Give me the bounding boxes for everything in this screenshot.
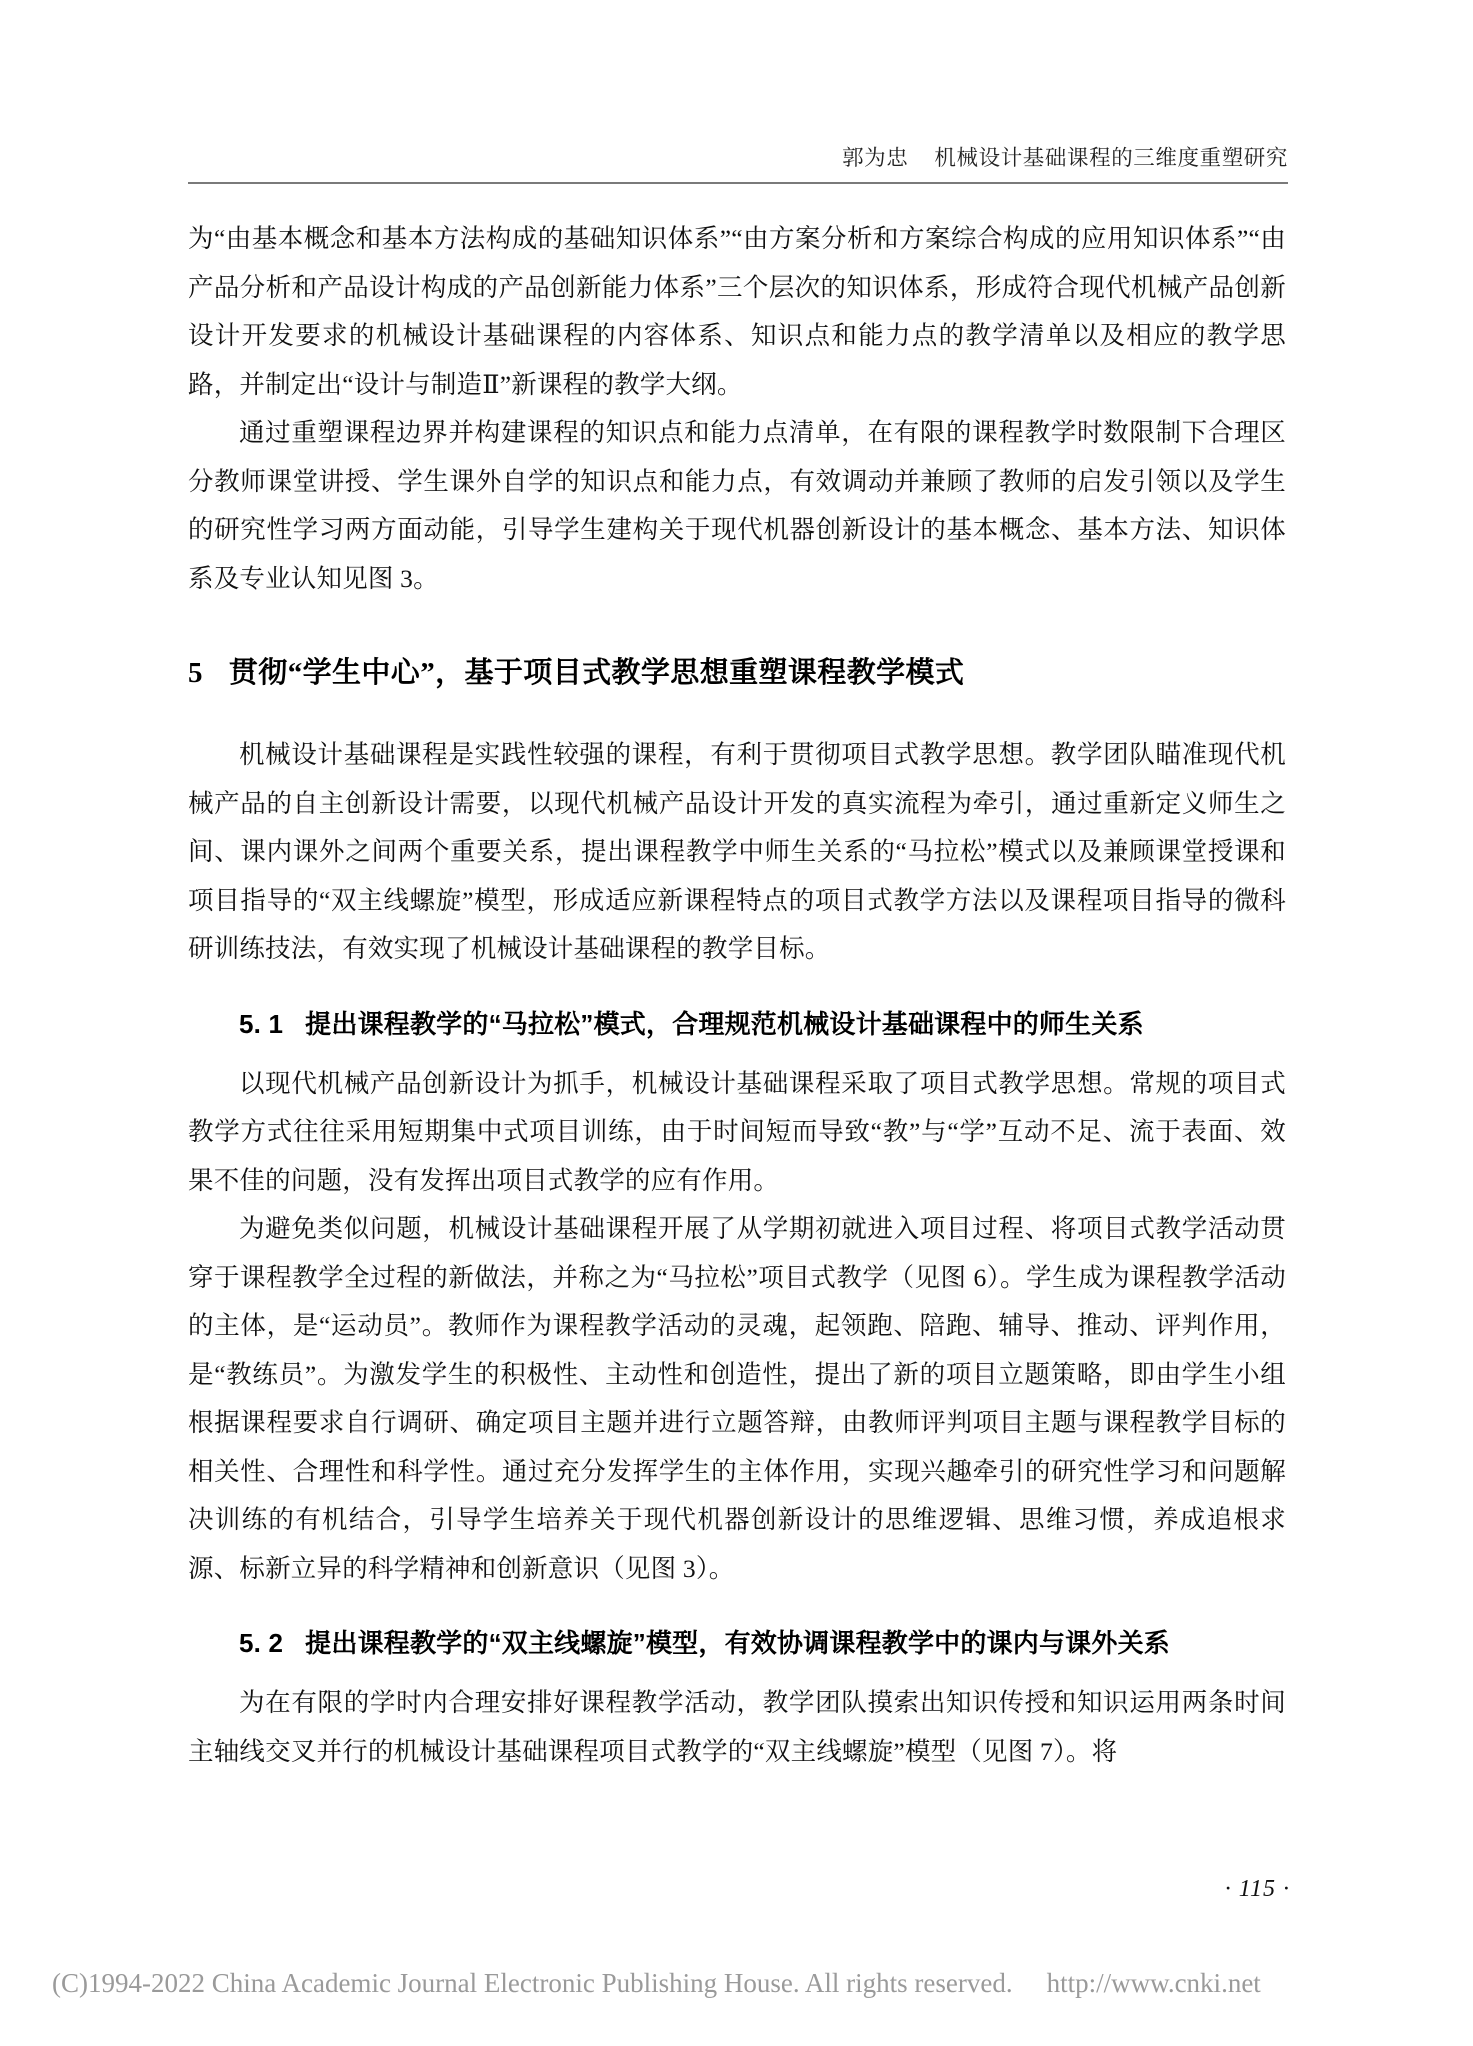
running-head-author: 郭为忠	[842, 146, 909, 170]
running-head	[188, 141, 1288, 172]
spacer	[188, 1048, 1286, 1060]
spacer	[188, 696, 1286, 731]
paragraph-5: 为避免类似问题，机械设计基础课程开展了从学期初就进入项目过程、将项目式教学活动贯穿于课程教学全过程的新做法，并称之为“马拉松”项目式教学（见图 6）。学生成为课程教学活动的主体，是“运动员”。教师作为课程教学活动的灵魂，起领跑、陪跑、辅导、推动、评判作用，是“教练员”。为激发学生的积极性、主动性和创造性，提出了新的项目立题策略，即由学生小组根据课程要求自行调研、确定项目主题并进行立题答辩，由教师评判项目主题与课程教学目标的相关性、合理性和科学性。通过充分发挥学生的主体作用，实现兴趣牵引的研究性学习和问题解决训练的有机结合，引导学生培养关于现代机器创新设计的思维逻辑、思维习惯，养成追根求源、标新立异的科学精神和创新意识（见图 3）。	[188, 1214, 1286, 1583]
body-column	[188, 215, 1286, 1776]
spacer	[188, 1593, 1286, 1619]
section-heading-5	[188, 650, 1286, 696]
subsection-title-5-1: 提出课程教学的“马拉松”模式，合理规范机械设计基础课程中的师生关系	[305, 1008, 1144, 1039]
paragraph-1: 为“由基本概念和基本方法构成的基础知识体系”“由方案分析和方案综合构成的应用知识体系”“由产品分析和产品设计构成的产品创新能力体系”三个层次的知识体系，形成符合现代机械产品创新设计开发要求的机械设计基础课程的内容体系、知识点和能力点的教学清单以及相应的教学思路，并制定出“设计与制造Ⅱ”新课程的教学大纲。	[188, 224, 1286, 399]
footer-url: http://www.cnki.net	[1046, 1968, 1261, 1998]
subsection-heading-5-2	[188, 1619, 1286, 1667]
subsection-number-5-1: 5. 1	[239, 1008, 284, 1039]
paragraph-6: 为在有限的学时内合理安排好课程教学活动，教学团队摸索出知识传授和知识运用两条时间主轴线交叉并行的机械设计基础课程项目式教学的“双主线螺旋”模型（见图 7）。将	[188, 1688, 1286, 1766]
subsection-heading-5-1	[188, 1000, 1286, 1048]
subsection-number-5-2: 5. 2	[239, 1628, 284, 1658]
spacer	[188, 974, 1286, 1000]
header-rule	[188, 182, 1288, 184]
spacer	[188, 1667, 1286, 1679]
paragraph-4: 以现代机械产品创新设计为抓手，机械设计基础课程采取了项目式教学思想。常规的项目式教学方式往往采用短期集中式项目训练，由于时间短而导致“教”与“学”互动不足、流于表面、效果不佳的问题，没有发挥出项目式教学的应有作用。	[188, 1068, 1286, 1195]
footer-copyright: (C)1994-2022 China Academic Journal Electronic Publishing House. All rights reserved.	[52, 1968, 1013, 1998]
page-number: · 115 ·	[1224, 1876, 1290, 1902]
cnki-footer	[52, 1966, 1432, 2000]
paragraph-3: 机械设计基础课程是实践性较强的课程，有利于贯彻项目式教学思想。教学团队瞄准现代机械产品的自主创新设计需要，以现代机械产品设计开发的真实流程为牵引，通过重新定义师生之间、课内课外之间两个重要关系，提出课程教学中师生关系的“马拉松”模式以及兼顾课堂授课和项目指导的“双主线螺旋”模型，形成适应新课程特点的项目式教学方法以及课程项目指导的微科研训练技法，有效实现了机械设计基础课程的教学目标。	[188, 740, 1286, 963]
paragraph-2: 通过重塑课程边界并构建课程的知识点和能力点清单，在有限的课程教学时数限制下合理区分教师课堂讲授、学生课外自学的知识点和能力点，有效调动并兼顾了教师的启发引领以及学生的研究性学习两方面动能，引导学生建构关于现代机器创新设计的基本概念、基本方法、知识体系及专业认知见图 3。	[188, 418, 1286, 593]
subsection-title-5-2: 提出课程教学的“双主线螺旋”模型，有效协调课程教学中的课内与课外关系	[305, 1628, 1170, 1658]
spacer	[188, 603, 1286, 650]
running-head-title: 机械设计基础课程的三维度重塑研究	[934, 146, 1288, 170]
section-title-5: 贯彻“学生中心”，基于项目式教学思想重塑课程教学模式	[228, 657, 965, 689]
section-number-5: 5	[188, 657, 203, 689]
